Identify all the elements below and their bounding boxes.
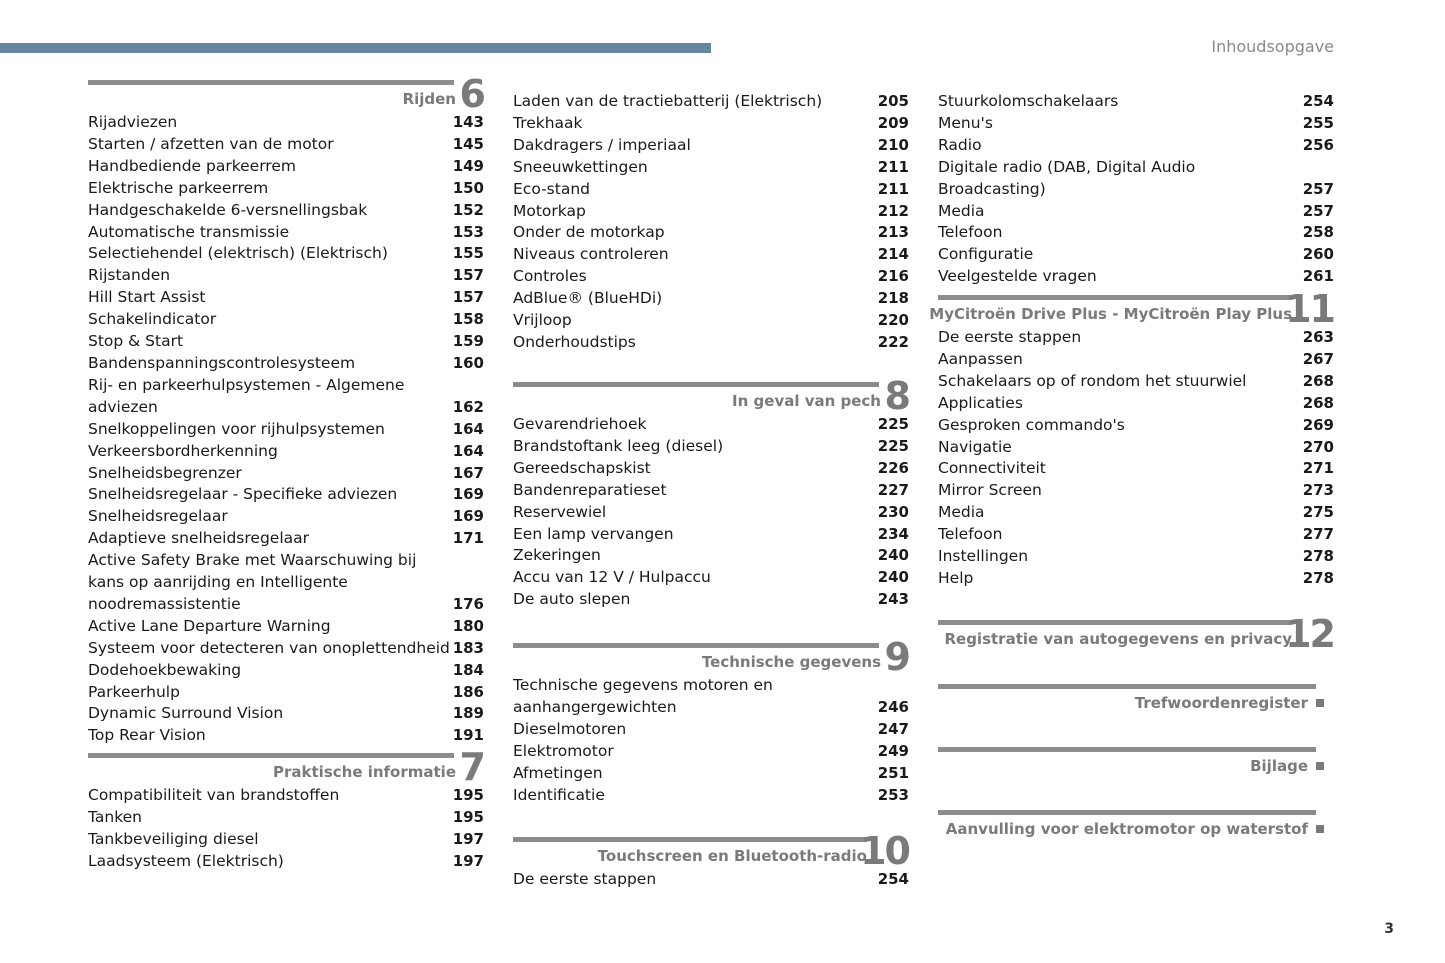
toc-entry[interactable] [513,589,909,611]
entry-page: 152 [452,200,484,219]
entry-page: 257 [1302,201,1334,220]
entry-page: 160 [452,353,484,372]
section-title: Rijden [402,90,456,108]
entry-page: 230 [877,502,909,521]
toc-entry[interactable] [88,829,484,851]
toc-entry[interactable] [88,134,484,156]
toc-section [938,91,1334,288]
entry-page: 169 [452,507,484,526]
entry-title: Dynamic Surround Vision [88,704,284,723]
entry-title: Elektromotor [513,741,614,760]
entry-page: 210 [877,135,909,154]
entry-page: 268 [1302,371,1334,390]
entry-title: Connectiviteit [938,459,1046,478]
toc-entry[interactable] [513,201,909,223]
entry-page: 164 [452,441,484,460]
entry-title: Snelheidsregelaar - Specifieke adviezen [88,485,398,504]
entry-title: Snelheidsbegrenzer [88,463,242,482]
entry-page: 171 [452,529,484,548]
toc-entry[interactable] [513,179,909,201]
toc-section [513,374,909,611]
toc-entry[interactable] [88,353,484,375]
entry-page: 167 [452,463,484,482]
toc-entry[interactable] [513,244,909,266]
toc-entry[interactable] [88,484,484,506]
toc-entry[interactable] [88,419,484,441]
toc-entry[interactable] [938,244,1334,266]
entry-title: Motorkap [513,201,586,220]
toc-entry[interactable] [88,550,484,616]
entry-page: 255 [1302,113,1334,132]
section-number: 6 [459,72,484,116]
toc-entry[interactable] [513,458,909,480]
entry-page: 251 [877,763,909,782]
section-rule [938,810,1316,815]
page-number: 3 [1384,921,1394,937]
toc-entry[interactable] [88,200,484,222]
toc-entry[interactable] [88,528,484,550]
toc-entry[interactable] [938,437,1334,459]
entry-title: Top Rear Vision [88,726,206,745]
section-title: Touchscreen en Bluetooth-radio [597,847,867,865]
entry-page: 268 [1302,393,1334,412]
entry-page: 257 [1302,179,1334,198]
entry-page: 205 [877,92,909,110]
toc-entry[interactable] [938,502,1334,524]
entry-title: Digitale radio (DAB, Digital Audio Broadcasting) [938,157,1196,198]
entry-page: 216 [877,267,909,286]
entry-title: Een lamp vervangen [513,524,674,543]
entry-title: Menu's [938,113,993,132]
entry-page: 263 [1302,328,1334,346]
toc-entry[interactable] [513,675,909,719]
section-header[interactable] [88,745,484,789]
entry-page: 254 [877,870,909,888]
toc-entry[interactable] [513,785,909,807]
toc-entry[interactable] [513,288,909,310]
entry-page: 271 [1302,459,1334,478]
toc-entry[interactable] [88,616,484,638]
entry-title: Instellingen [938,547,1029,566]
toc-section [938,810,1334,842]
toc-entry[interactable] [938,458,1334,480]
section-title: Aanvulling voor elektromotor op waterstof [945,820,1308,838]
entry-page: 258 [1302,223,1334,242]
entry-title: Parkeerhulp [88,682,180,701]
entry-page: 164 [452,419,484,438]
toc-entry[interactable] [88,851,484,873]
toc-entry[interactable] [88,222,484,244]
entry-page: 246 [877,697,909,716]
entry-page: 150 [452,178,484,197]
toc-entry[interactable] [938,546,1334,568]
section-header[interactable] [88,72,484,116]
section-rule [938,747,1316,752]
section-rule [513,643,879,648]
entry-title: Telefoon [938,525,1003,544]
section-title: Praktische informatie [273,763,456,781]
entry-page: 149 [452,156,484,175]
entry-title: Reservewiel [513,502,607,521]
entry-page: 195 [452,786,484,804]
entry-page: 260 [1302,245,1334,264]
entry-page: 145 [452,134,484,153]
entry-page: 226 [877,458,909,477]
entry-page: 191 [452,726,484,745]
section-title: In geval van pech [732,392,881,410]
entry-title: Automatische transmissie [88,222,290,241]
section-title: Registratie van autogegevens en privacy [944,630,1292,648]
toc-section [938,747,1334,779]
entry-page: 183 [452,638,484,657]
entry-title: Niveaus controleren [513,245,669,264]
toc-entry[interactable] [88,287,484,309]
entry-title: Schakelaars op of rondom het stuurwiel [938,371,1247,390]
entry-title: Onder de motorkap [513,223,665,242]
entry-title: Media [938,201,985,220]
entry-page: 240 [877,568,909,587]
entry-title: Trekhaak [513,113,583,132]
entry-page: 197 [452,851,484,870]
entry-title: Gesproken commando's [938,415,1125,434]
toc-entry[interactable] [88,156,484,178]
toc-entry[interactable] [513,869,909,891]
toc-entry[interactable] [938,157,1334,201]
entry-title: Rij- en parkeerhulpsystemen - Algemene adviezen [88,375,405,416]
entry-page: 225 [877,415,909,433]
entry-title: Technische gegevens motoren en aanhangergewichten [513,676,773,716]
entry-title: Radio [938,135,982,154]
entry-page: 253 [877,785,909,804]
section-header[interactable] [513,635,909,679]
entry-title: Selectiehendel (elektrisch) (Elektrisch) [88,244,388,263]
toc-entry[interactable] [513,480,909,502]
entry-page: 189 [452,704,484,723]
entry-title: Configuratie [938,245,1034,264]
toc-entry[interactable] [513,135,909,157]
toc-entry[interactable] [513,310,909,332]
entry-title: Stuurkolomschakelaars [938,92,1119,110]
entry-title: AdBlue® (BlueHDi) [513,289,663,308]
entry-page: 273 [1302,481,1334,500]
toc-entry[interactable] [938,135,1334,157]
entry-title: Mirror Screen [938,481,1042,500]
toc-entry[interactable] [88,309,484,331]
section-number: 12 [1285,612,1334,656]
entry-page: 278 [1302,568,1334,587]
section-title: MyCitroën Drive Plus - MyCitroën Play Plus [929,305,1292,323]
entry-title: Eco-stand [513,179,590,198]
entry-title: Handgeschakelde 6-versnellingsbak [88,200,368,219]
toc-entry[interactable] [938,480,1334,502]
toc-entry[interactable] [513,91,909,113]
entry-page: 220 [877,311,909,330]
entry-page: 213 [877,223,909,242]
entry-title: Snelheidsregelaar [88,507,228,526]
entry-title: Handbediende parkeerrem [88,156,296,175]
entry-page: 269 [1302,415,1334,434]
toc-entry[interactable] [88,112,484,134]
section-rule [513,837,865,842]
entry-title: Laadsysteem (Elektrisch) [88,851,284,870]
entry-page: 275 [1302,503,1334,522]
toc-entry[interactable] [88,441,484,463]
entry-title: Active Safety Brake met Waarschuwing bij kans op aanrijding en Intelligente noodremassistentie [88,551,417,613]
toc-section [938,684,1334,716]
entry-title: Verkeersbordherkenning [88,441,278,460]
toc-entry[interactable] [88,331,484,353]
section-header[interactable] [929,287,1334,331]
entry-page: 270 [1302,437,1334,456]
toc-entry[interactable] [938,222,1334,244]
toc-entry[interactable] [938,524,1334,546]
toc-entry[interactable] [938,415,1334,437]
entry-page: 176 [452,594,484,613]
toc-section [88,745,484,873]
entry-title: Controles [513,267,587,286]
section-number: 9 [884,635,909,679]
section-title: Trefwoordenregister [1134,694,1308,712]
entry-page: 155 [452,244,484,263]
toc-entry[interactable] [88,375,484,419]
entry-title: Identificatie [513,785,605,804]
entry-page: 277 [1302,525,1334,544]
toc-entry[interactable] [938,349,1334,371]
section-rule [938,620,1290,625]
toc-entry[interactable] [513,414,909,436]
entry-title: Vrijloop [513,311,572,330]
entry-title: Bandenspanningscontrolesysteem [88,353,356,372]
toc-entry[interactable] [938,201,1334,223]
section-header[interactable] [938,810,1334,842]
entry-title: Rijadviezen [88,113,178,131]
toc-entry[interactable] [88,807,484,829]
section-header[interactable] [938,747,1334,779]
entry-page: 240 [877,546,909,565]
toc-entry[interactable] [513,222,909,244]
entry-page: 214 [877,245,909,264]
entry-title: Media [938,503,985,522]
toc-entry[interactable] [88,725,484,747]
entry-page: 153 [452,222,484,241]
entry-title: De auto slepen [513,590,631,609]
toc-entry[interactable] [88,463,484,485]
entry-page: 247 [877,719,909,738]
entry-page: 184 [452,660,484,679]
toc-entry[interactable] [513,545,909,567]
entry-title: Laden van de tractiebatterij (Elektrisch) [513,92,823,110]
toc-entry[interactable] [513,436,909,458]
toc-entry[interactable] [938,371,1334,393]
square-bullet-icon [1316,699,1324,707]
page-title: Inhoudsopgave [1211,37,1334,56]
toc-entry[interactable] [513,763,909,785]
entry-title: Bandenreparatieset [513,480,667,499]
section-number: 8 [884,374,909,418]
entry-page: 225 [877,436,909,455]
entry-title: Hill Start Assist [88,288,206,307]
toc-entry[interactable] [938,266,1334,288]
entry-page: 195 [452,807,484,826]
section-number: 7 [459,745,484,789]
toc-entry[interactable] [938,91,1334,113]
toc-section [513,91,909,354]
entry-title: Tankbeveiliging diesel [88,829,259,848]
entry-title: Accu van 12 V / Hulpaccu [513,568,711,587]
section-title: Technische gegevens [701,653,881,671]
toc-entry[interactable] [938,113,1334,135]
entry-title: Stop & Start [88,332,184,351]
entry-title: Dakdragers / imperiaal [513,135,691,154]
entry-title: Tanken [88,807,143,826]
entry-title: De eerste stappen [938,328,1082,346]
entry-title: Onderhoudstips [513,332,636,351]
entry-page: 222 [877,332,909,351]
entry-title: Veelgestelde vragen [938,267,1097,286]
entry-title: Systeem voor detecteren van onoplettendheid [88,638,450,657]
toc-entry[interactable] [88,638,484,660]
entry-page: 254 [1302,92,1334,110]
entry-page: 197 [452,829,484,848]
toc-entry[interactable] [88,243,484,265]
entry-page: 218 [877,289,909,308]
entry-title: Rijstanden [88,266,171,285]
entry-title: Adaptieve snelheidsregelaar [88,529,310,548]
entry-title: Afmetingen [513,763,603,782]
section-header[interactable] [938,684,1334,716]
entry-title: Help [938,568,974,587]
section-header[interactable] [938,612,1334,656]
toc-entry[interactable] [513,502,909,524]
square-bullet-icon [1316,825,1324,833]
toc-entry[interactable] [513,524,909,546]
entry-title: Telefoon [938,223,1003,242]
entry-page: 209 [877,113,909,132]
section-rule [513,382,879,387]
section-rule [88,753,454,758]
section-header[interactable] [513,374,909,418]
toc-entry[interactable] [513,113,909,135]
toc-entry[interactable] [938,393,1334,415]
toc-entry[interactable] [88,660,484,682]
section-number: 11 [1285,287,1334,331]
toc-entry[interactable] [513,266,909,288]
entry-title: Schakelindicator [88,310,217,329]
entry-page: 186 [452,682,484,701]
toc-entry[interactable] [88,178,484,200]
section-number: 10 [860,829,909,873]
toc-entry[interactable] [88,506,484,528]
entry-title: Gereedschapskist [513,458,651,477]
entry-title: Aanpassen [938,349,1023,368]
entry-title: Starten / afzetten van de motor [88,134,334,153]
entry-title: Dieselmotoren [513,719,627,738]
entry-title: Active Lane Departure Warning [88,616,331,635]
toc-entry[interactable] [88,265,484,287]
entry-page: 158 [452,310,484,329]
entry-title: Brandstoftank leeg (diesel) [513,436,724,455]
entry-page: 267 [1302,349,1334,368]
entry-title: Applicaties [938,393,1023,412]
toc-section [88,72,484,747]
entry-page: 180 [452,616,484,635]
entry-page: 157 [452,266,484,285]
entry-title: Zekeringen [513,546,601,565]
entry-page: 243 [877,590,909,609]
entry-page: 227 [877,480,909,499]
toc-section [513,829,909,891]
entry-page: 212 [877,201,909,220]
toc-entry[interactable] [88,703,484,725]
entry-title: Snelkoppelingen voor rijhulpsystemen [88,419,385,438]
section-rule [938,295,1290,300]
entry-page: 211 [877,157,909,176]
entry-title: De eerste stappen [513,870,657,888]
entry-page: 211 [877,179,909,198]
toc-entry[interactable] [513,332,909,354]
toc-entry[interactable] [513,567,909,589]
entry-title: Gevarendriehoek [513,415,647,433]
entry-page: 157 [452,288,484,307]
section-title: Bijlage [1250,757,1308,775]
entry-page: 256 [1302,135,1334,154]
toc-entry[interactable] [88,682,484,704]
square-bullet-icon [1316,762,1324,770]
entry-title: Dodehoekbewaking [88,660,242,679]
header-accent-bar [0,43,711,53]
toc-entry[interactable] [938,568,1334,590]
toc-entry[interactable] [513,719,909,741]
entry-page: 249 [877,741,909,760]
entry-page: 169 [452,485,484,504]
entry-title: Elektrische parkeerrem [88,178,269,197]
toc-entry[interactable] [513,741,909,763]
toc-section [513,635,909,806]
section-rule [938,684,1316,689]
entry-page: 278 [1302,547,1334,566]
toc-section [929,287,1334,590]
toc-section [938,612,1334,656]
entry-page: 234 [877,524,909,543]
toc-entry[interactable] [938,327,1334,349]
section-rule [88,80,454,85]
entry-title: Compatibiliteit van brandstoffen [88,786,340,804]
toc-entry[interactable] [88,785,484,807]
entry-page: 159 [452,332,484,351]
section-header[interactable] [513,829,909,873]
entry-page: 162 [452,397,484,416]
entry-title: Navigatie [938,437,1012,456]
entry-page: 143 [452,113,484,131]
toc-entry[interactable] [513,157,909,179]
entry-title: Sneeuwkettingen [513,157,648,176]
entry-page: 261 [1302,267,1334,286]
